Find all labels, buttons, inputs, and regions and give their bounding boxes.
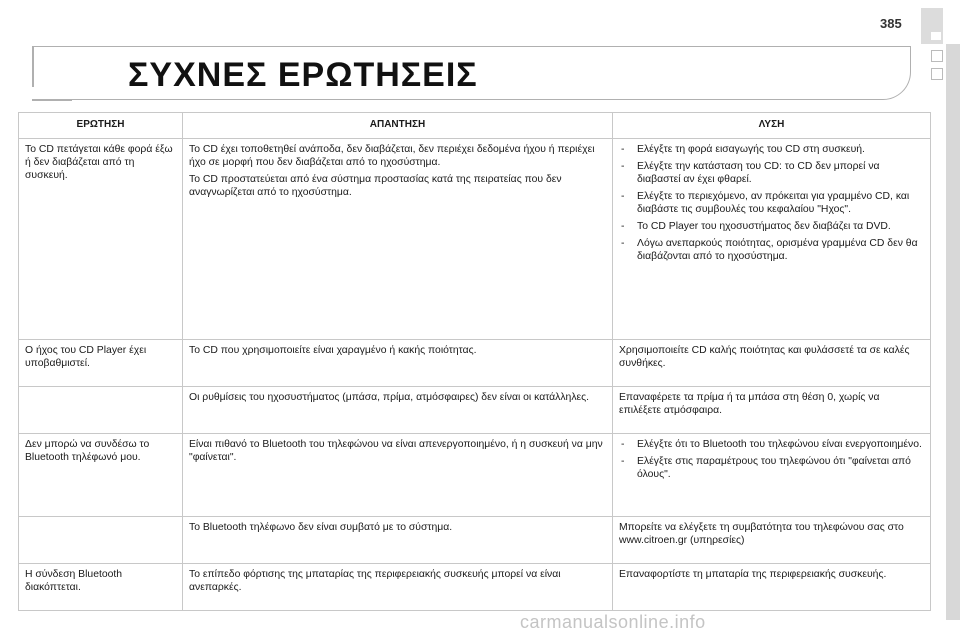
faq-table [18, 112, 931, 611]
solution-cell [613, 434, 931, 517]
table-row [19, 434, 931, 517]
answer-cell: Οι ρυθμίσεις του ηχοσυστήματος (μπάσα, πρίμα, ατμόσφαιρες) δεν είναι οι κατάλληλες. [183, 387, 613, 434]
side-box [931, 50, 943, 62]
side-box [931, 68, 943, 80]
corner-tab-square [931, 32, 941, 40]
solution-list [619, 438, 924, 481]
corner-tab [921, 8, 943, 44]
solution-cell: Χρησιμοποιείτε CD καλής ποιότητας και φυλάσσετέ τα σε καλές συνθήκες. [613, 340, 931, 387]
right-edge-bar [946, 44, 960, 620]
answer-cell: Το επίπεδο φόρτισης της μπαταρίας της περιφερειακής συσκευής μπορεί να είναι ανεπαρκές. [183, 564, 613, 611]
question-cell: Δεν μπορώ να συνδέσω το Bluetooth τηλέφωνό μου. [19, 434, 183, 517]
solution-item: - Ελέγξτε το περιεχόμενο, αν πρόκειται για γραμμένο CD, και διαβάστε τις συμβουλές του κεφαλαίου "Ηχος". [619, 190, 924, 216]
table-row [19, 139, 931, 340]
solution-cell: Μπορείτε να ελέγξετε τη συμβατότητα του τηλεφώνου σας στο www.citroen.gr (υπηρεσίες) [613, 517, 931, 564]
table-row [19, 517, 931, 564]
solution-item: - Λόγω ανεπαρκούς ποιότητας, ορισμένα γραμμένα CD δεν θα διαβάζονται από το ηχοσύστημα. [619, 237, 924, 263]
answer-cell: Το Bluetooth τηλέφωνο δεν είναι συμβατό με το σύστημα. [183, 517, 613, 564]
table-header-row [19, 113, 931, 139]
solution-cell: Επαναφέρετε τα πρίμα ή τα μπάσα στη θέση 0, χωρίς να επιλέξετε ατμόσφαιρα. [613, 387, 931, 434]
solution-cell [613, 139, 931, 340]
solution-item: - Ελέγξτε την κατάσταση του CD: το CD δεν μπορεί να διαβαστεί αν έχει φθαρεί. [619, 160, 924, 186]
table-row [19, 564, 931, 611]
solution-cell: Επαναφορτίστε τη μπαταρία της περιφερειακής συσκευής. [613, 564, 931, 611]
solution-item: - Το CD Player του ηχοσυστήματος δεν διαβάζει τα DVD. [619, 220, 924, 233]
header-question: ΕΡΩΤΗΣΗ [19, 113, 183, 139]
solution-item: - Ελέγξτε στις παραμέτρους του τηλεφώνου ότι "φαίνεται από όλους". [619, 455, 924, 481]
solution-item: - Ελέγξτε ότι το Bluetooth του τηλεφώνου είναι ενεργοποιημένο. [619, 438, 924, 451]
question-cell [19, 517, 183, 564]
answer-text: Το CD προστατεύεται από ένα σύστημα προστασίας κατά της πειρατείας που δεν αναγνωρίζεται από το ηχοσύστημα. [189, 174, 562, 198]
answer-cell [183, 139, 613, 340]
question-cell: Το CD πετάγεται κάθε φορά έξω ή δεν διαβάζεται από τη συσκευή. [19, 139, 183, 340]
table-row [19, 340, 931, 387]
table-row [19, 387, 931, 434]
question-cell [19, 387, 183, 434]
header-answer: ΑΠΑΝΤΗΣΗ [183, 113, 613, 139]
question-cell: Ο ήχος του CD Player έχει υποβαθμιστεί. [19, 340, 183, 387]
page-number: 385 [880, 16, 902, 31]
solution-list [619, 143, 924, 263]
answer-text: Το CD έχει τοποθετηθεί ανάποδα, δεν διαβάζεται, δεν περιέχει δεδομένα ήχου ή περιέχει ήχο σε μορφή που δεν διαβάζεται από το ηχοσύστημα. [189, 144, 595, 168]
watermark: carmanualsonline.info [520, 612, 706, 632]
page-title: ΣΥΧΝΕΣ ΕΡΩΤΗΣΕΙΣ [128, 56, 478, 94]
solution-item: - Ελέγξτε τη φορά εισαγωγής του CD στη συσκευή. [619, 143, 924, 156]
answer-cell: Είναι πιθανό το Bluetooth του τηλεφώνου να είναι απενεργοποιημένο, ή η συσκευή να μην "φαίνεται". [183, 434, 613, 517]
side-boxes [931, 50, 943, 86]
question-cell: Η σύνδεση Bluetooth διακόπτεται. [19, 564, 183, 611]
header-solution: ΛΥΣΗ [613, 113, 931, 139]
answer-cell: Το CD που χρησιμοποιείτε είναι χαραγμένο ή κακής ποιότητας. [183, 340, 613, 387]
